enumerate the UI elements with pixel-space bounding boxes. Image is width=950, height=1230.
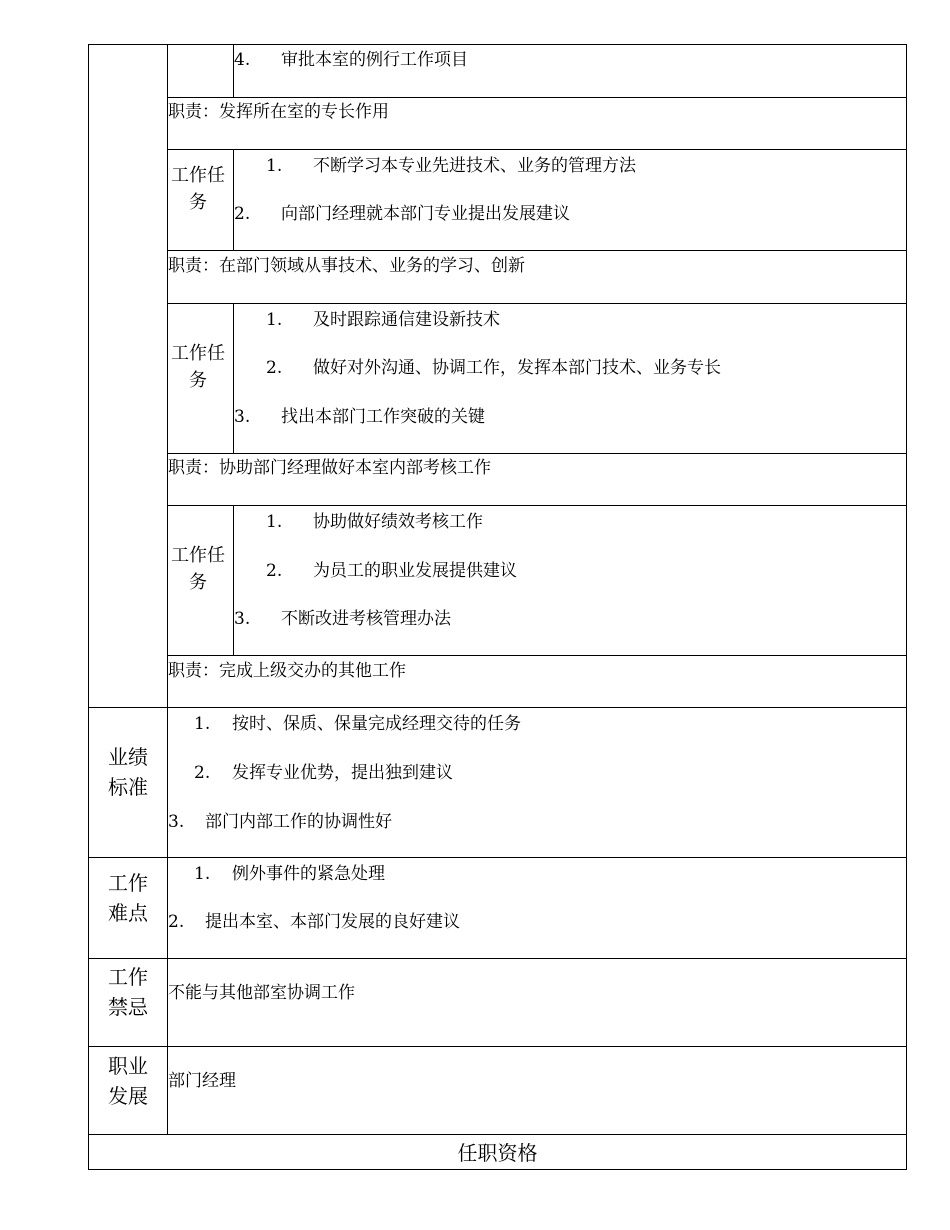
rule (88, 707, 907, 708)
item-number: 4. (234, 50, 251, 70)
task-text: 不断改进考核管理办法 (281, 609, 451, 629)
rule (233, 505, 234, 656)
performance-text: 部门内部工作的协调性好 (205, 812, 392, 832)
task-label: 工作任务 (171, 343, 225, 391)
rule (88, 44, 89, 1170)
task-number: 3. (234, 609, 251, 629)
performance-number: 1. (194, 714, 211, 734)
rule (167, 97, 907, 98)
difficulty-number: 2. (168, 912, 185, 932)
task-text: 找出本部门工作突破的关键 (281, 407, 485, 427)
career-text: 部门经理 (168, 1071, 236, 1091)
rule (233, 149, 234, 251)
task-text: 及时跟踪通信建设新技术 (313, 310, 500, 330)
task-number: 2. (234, 204, 251, 224)
task-number: 2. (266, 358, 283, 378)
task-label: 工作任务 (171, 545, 225, 593)
task-text: 为员工的职业发展提供建议 (313, 561, 517, 581)
career-label: 职业发展 (108, 1054, 148, 1108)
difficulty-text: 例外事件的紧急处理 (232, 864, 385, 884)
rule (88, 958, 907, 959)
rule (167, 149, 907, 150)
performance-text: 按时、保质、保量完成经理交待的任务 (232, 714, 521, 734)
rule (88, 44, 907, 45)
task-number: 1. (266, 310, 283, 330)
task-number: 1. (266, 156, 283, 176)
rule (167, 250, 907, 251)
task-number: 1. (266, 512, 283, 532)
rule (88, 1169, 907, 1170)
performance-text: 发挥专业优势，提出独到建议 (232, 763, 453, 783)
duty-title: 职责：发挥所在室的专长作用 (168, 102, 389, 122)
rule (233, 303, 234, 454)
difficulty-text: 提出本室、本部门发展的良好建议 (205, 912, 460, 932)
duty-title: 职责：在部门领域从事技术、业务的学习、创新 (168, 256, 525, 276)
difficulty-label: 工作难点 (108, 871, 148, 925)
rule (167, 655, 907, 656)
rule (88, 1046, 907, 1047)
task-number: 2. (266, 561, 283, 581)
task-text: 向部门经理就本部门专业提出发展建议 (281, 204, 570, 224)
duty-title: 职责：完成上级交办的其他工作 (168, 661, 406, 681)
rule (167, 453, 907, 454)
task-text: 不断学习本专业先进技术、业务的管理方法 (313, 156, 636, 176)
rule (88, 857, 907, 858)
rule (167, 303, 907, 304)
performance-label: 业绩标准 (108, 745, 148, 799)
task-number: 3. (234, 407, 251, 427)
task-label: 工作任务 (171, 165, 225, 213)
item-text: 审批本室的例行工作项目 (281, 50, 468, 70)
task-text: 做好对外沟通、协调工作，发挥本部门技术、业务专长 (313, 358, 721, 378)
difficulty-number: 1. (194, 864, 211, 884)
taboo-text: 不能与其他部室协调工作 (168, 983, 355, 1003)
performance-number: 3. (168, 812, 185, 832)
duty-title: 职责：协助部门经理做好本室内部考核工作 (168, 458, 491, 478)
qualification-heading: 任职资格 (457, 1141, 538, 1165)
performance-number: 2. (194, 763, 211, 783)
rule (167, 505, 907, 506)
rule (88, 1134, 907, 1135)
task-text: 协助做好绩效考核工作 (313, 512, 483, 532)
rule (906, 44, 907, 1170)
taboo-label: 工作禁忌 (108, 965, 148, 1019)
